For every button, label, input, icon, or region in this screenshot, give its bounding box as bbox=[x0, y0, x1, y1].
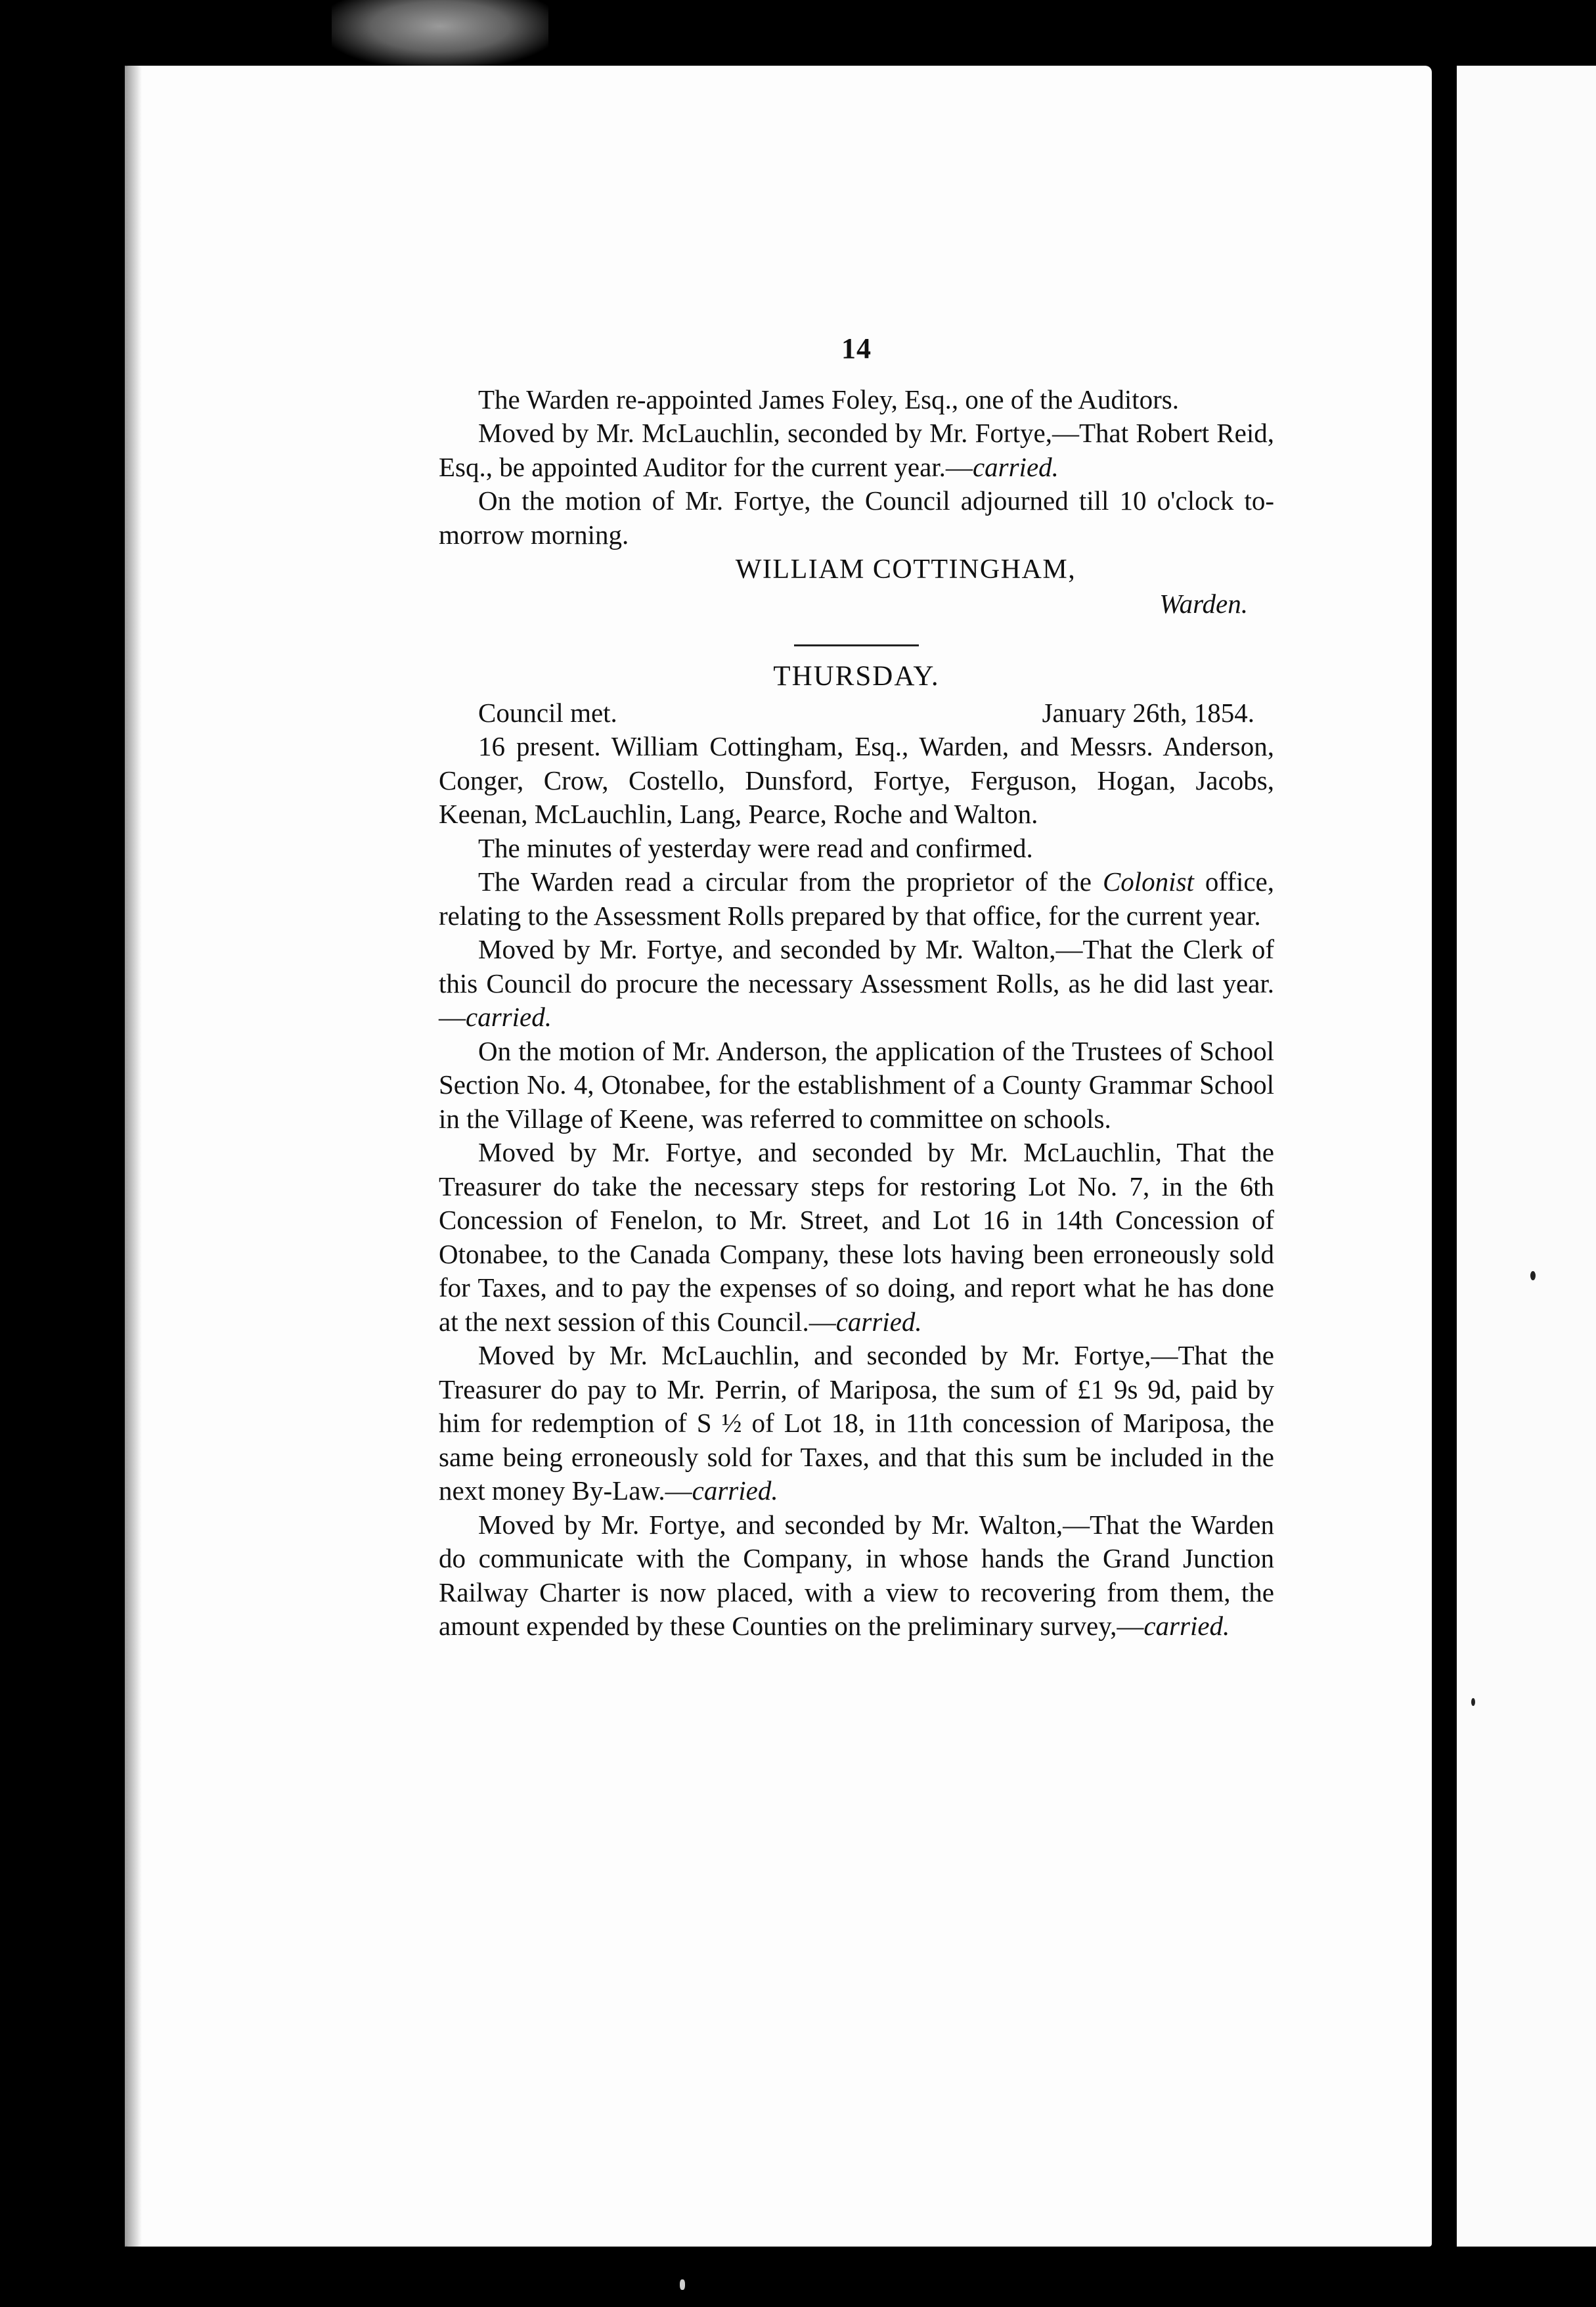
paragraph-circular bbox=[439, 865, 1274, 933]
motion-text: Moved by Mr. Fortye, and seconded by Mr. McLauchlin, That the Treasurer do take the necessary steps for restoring Lot No. 7, in the 6th Concession of Fenelon, to Mr. Street, and Lot 16 in 14th Concession of Otonabee, to the Canada Company, these lots having been erroneously sold for Taxes, and to pay the expenses of so doing, and report what he has done at the next session of this Council.— bbox=[439, 1137, 1274, 1337]
carried-label: carried. bbox=[972, 451, 1059, 482]
circular-text-after: office, relating to the Assessment Rolls prepared by that office, for the current year. bbox=[439, 866, 1274, 931]
signature-title: Warden. bbox=[1159, 588, 1248, 619]
paragraph-present: 16 present. William Cottingham, Esq., Warden, and Messrs. Anderson, Conger, Crow, Costello, Dunsford, Fortye, Ferguson, Hogan, Jacobs, Keenan, McLauchlin, Lang, Pearce, Roche and Walton. bbox=[439, 731, 1274, 829]
paragraph-motion-assessment-rolls bbox=[439, 933, 1274, 1035]
motion-text: Moved by Mr. Fortye, and seconded by Mr. Walton,—That the Warden do communicate with the Company, in whose hands the Grand Junction Railway Charter is now placed, with a view to recovering from them, the amount expended by these Counties on the preliminary survey,— bbox=[439, 1509, 1274, 1641]
motion-text: Moved by Mr. McLauchlin, and seconded by Mr. Fortye,—That the Treasurer do pay to Mr. Perrin, of Mariposa, the sum of £1 9s 9d, paid by him for redemption of S ½ of Lot 18, in 11th concession of Mariposa, the same being erroneously sold for Taxes, and that this sum be included in the next money By-Law.— bbox=[439, 1340, 1274, 1506]
section-divider bbox=[794, 644, 919, 646]
carried-label: carried. bbox=[466, 1002, 552, 1032]
top-edge-smudge bbox=[332, 0, 548, 66]
paragraph-motion-grammar-school bbox=[439, 1035, 1274, 1136]
binding-shadow bbox=[125, 66, 142, 2247]
motion-text: On the motion of Mr. Anderson, the application of the Trustees of School Section No. 4, Otonabee, for the establishment of a County Grammar School in the Village of Keene, was referred to committee on schools. bbox=[439, 1035, 1274, 1134]
paper-speck bbox=[680, 2279, 685, 2290]
paragraph-adjournment: On the motion of Mr. Fortye, the Council adjourned till 10 o'clock to-morrow morning. bbox=[439, 485, 1274, 550]
circular-text-before: The Warden read a circular from the proprietor of the bbox=[478, 866, 1103, 897]
paragraph-auditor-reappointed: The Warden re-appointed James Foley, Esq., one of the Auditors. bbox=[478, 384, 1180, 414]
carried-label: carried. bbox=[692, 1475, 778, 1506]
text-column bbox=[439, 332, 1274, 1644]
meeting-line bbox=[439, 696, 1274, 730]
paragraph-motion-restore-lots bbox=[439, 1136, 1274, 1339]
meeting-date: January 26th, 1854. bbox=[1042, 697, 1254, 728]
carried-label: carried. bbox=[1143, 1611, 1230, 1641]
paragraph-auditor-motion bbox=[439, 416, 1274, 484]
colonist-title: Colonist bbox=[1102, 866, 1194, 897]
paragraph-motion-perrin-payment bbox=[439, 1339, 1274, 1508]
signature-name: WILLIAM COTTINGHAM, bbox=[735, 554, 1076, 585]
facing-page-edge bbox=[1457, 66, 1596, 2247]
paper-speck bbox=[1530, 1271, 1536, 1280]
motion-text: Moved by Mr. McLauchlin, seconded by Mr. Fortye,—That Robert Reid, Esq., be appointed Auditor for the current year.— bbox=[439, 418, 1274, 482]
motion-text: Moved by Mr. Fortye, and seconded by Mr. Walton,—That the Clerk of this Council do procure the necessary Assessment Rolls, as he did last year.— bbox=[439, 934, 1274, 1032]
paragraph-motion-railway-charter bbox=[439, 1508, 1274, 1644]
council-met-label: Council met. bbox=[478, 697, 617, 728]
carried-label: carried. bbox=[835, 1306, 922, 1337]
day-heading: THURSDAY. bbox=[773, 661, 940, 692]
paragraph-minutes: The minutes of yesterday were read and confirmed. bbox=[478, 832, 1033, 863]
paper-speck bbox=[1471, 1698, 1475, 1706]
page-number: 14 bbox=[841, 332, 872, 365]
